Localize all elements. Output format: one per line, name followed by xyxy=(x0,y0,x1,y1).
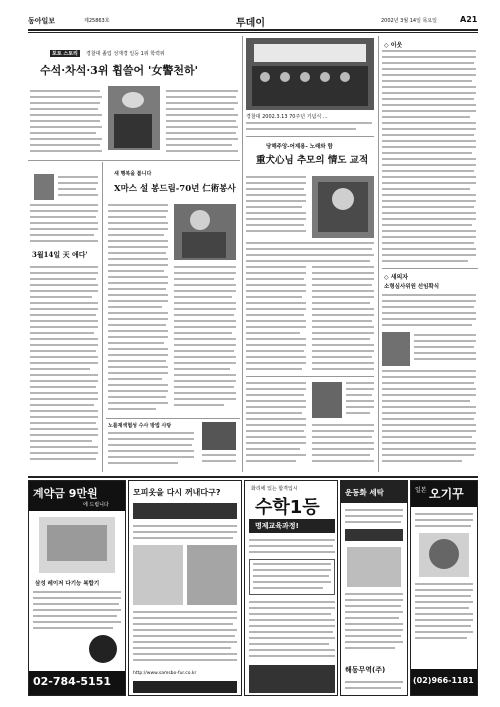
ad-ogikku[interactable] xyxy=(410,480,478,696)
ad-contract[interactable] xyxy=(28,480,126,696)
col4-people xyxy=(382,36,478,472)
ad5-prefix: 일본 xyxy=(415,487,427,494)
ad-math[interactable] xyxy=(244,480,338,696)
bottom-strip xyxy=(106,420,240,472)
col3-story xyxy=(246,36,374,472)
profile-head: 3월14일 天 애다' xyxy=(32,250,88,259)
top-left-story xyxy=(28,36,240,156)
masthead xyxy=(28,14,478,28)
ad4-title: 운동화 세탁 xyxy=(345,488,384,497)
paper-name: 동아일보 xyxy=(28,17,56,25)
ad1-stamp-icon xyxy=(89,635,117,663)
ad1-title-small: 에 드립니다 xyxy=(83,502,109,508)
profile-photo xyxy=(34,174,54,200)
col2-headline: X마스 설 봉드림-70년 仁術봉사 xyxy=(114,184,236,194)
ad3-sub: 명제교육과정! xyxy=(255,522,299,530)
col4-photo xyxy=(382,332,410,366)
ad2-title: 모피옷을 다시 꺼내다구? xyxy=(133,488,221,497)
bottom-strip-photo xyxy=(202,422,236,450)
ad1-phone: 02-784-5151 xyxy=(33,675,112,688)
col2-story xyxy=(106,162,240,417)
ad1-promo: 삼성 레이저 다기능 복합기 xyxy=(35,581,100,587)
masthead-rule-thin xyxy=(28,32,478,33)
masthead-rule xyxy=(28,29,478,31)
ad4-company: 해동무역(주) xyxy=(345,666,386,674)
ad1-title: 계약금 9만원 xyxy=(33,487,98,500)
page-number: A21 xyxy=(460,15,478,24)
ad5-phone: (02)966-1181 xyxy=(413,676,474,685)
ad3-title: 수학1등 xyxy=(255,497,320,518)
ad-fur[interactable] xyxy=(128,480,242,696)
issue-date: 2002년 3월 14일 목요일 xyxy=(381,18,438,24)
ad2-url[interactable]: http://www.samsbo-fur.co.kr xyxy=(133,671,197,676)
story-tagline: 경찰대 졸업 성재경 일등 1위 학력위 xyxy=(86,51,165,57)
col4-subhead-title: 소형심사위원 선임확식 xyxy=(384,284,440,290)
col3-photo-caption: 경찰대 2002.3.13 70주년 기념식 ... xyxy=(246,114,328,120)
story-kicker: 포토 스토리 xyxy=(52,51,78,57)
bottom-strip-label: 노를재색협성 수사 방법 사탕 xyxy=(108,423,172,429)
col4-head: ◇ 이웃 xyxy=(384,42,403,49)
section-title: 투데이 xyxy=(236,18,265,29)
col4-subhead: ◇ 새의자 xyxy=(384,274,409,281)
ad-shoe-wash[interactable] xyxy=(340,480,408,696)
ad5-title: 오기꾸 xyxy=(429,487,464,501)
col1-profile xyxy=(28,162,100,472)
ad-band-rule xyxy=(28,476,478,478)
issue-info: 제25863호 xyxy=(84,18,110,24)
col3-photo-3 xyxy=(312,382,342,418)
story-headline: 수석·차석·3위 휩쓸어 '女警천하' xyxy=(40,64,198,77)
col3-headline: 重犬心님 추모의 情도 교적 xyxy=(256,155,369,166)
col2-kicker: 새 행복을 봅니다 xyxy=(114,171,152,177)
ad3-top: 화리에 있는 합격입시 xyxy=(251,486,298,492)
col3-kicker: 당해주앙-어제용- 노래와 함 xyxy=(266,144,333,150)
